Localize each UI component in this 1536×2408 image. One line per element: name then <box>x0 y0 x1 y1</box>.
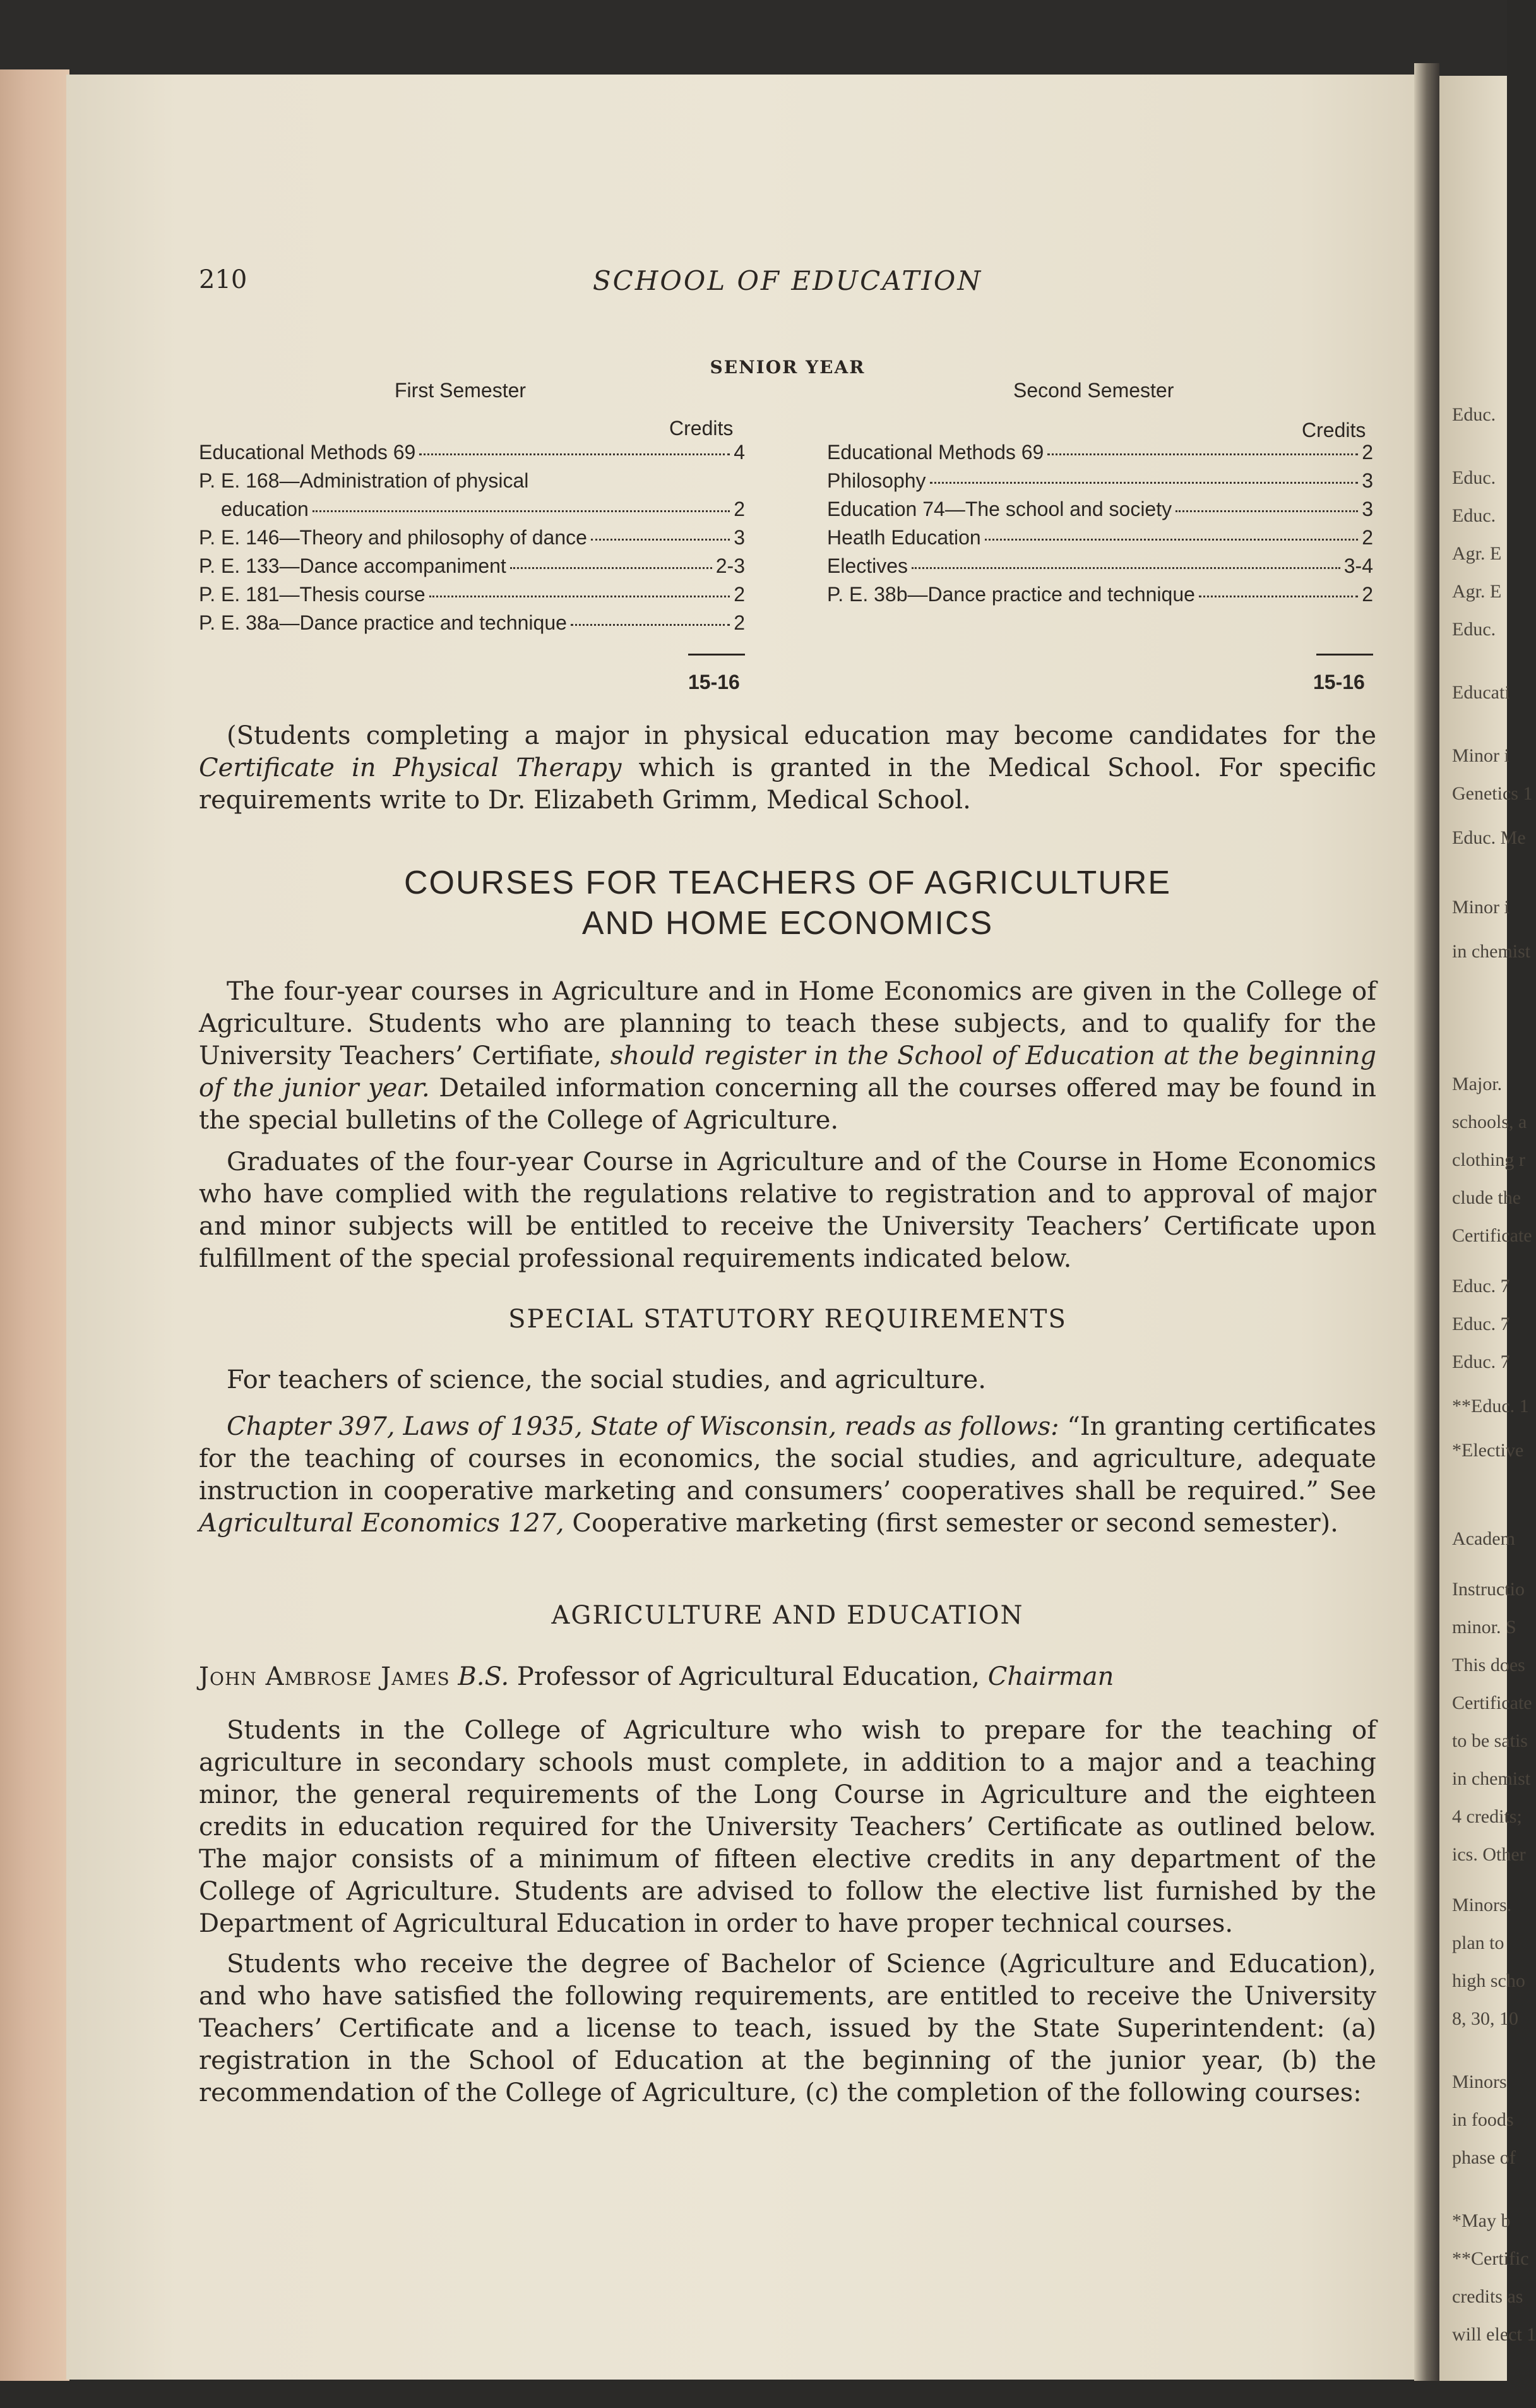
facing-page-fragment: Educ. 7 <box>1452 1351 1510 1372</box>
facing-page-fragment: Educ. <box>1452 619 1496 640</box>
paragraph: Graduates of the four-year Course in Agriculture and of the Course in Home Economics who have complied with the regulations relative to registration and to approval of major and minor subjects will be entitled to receive the University Teachers’ Certificate upon fulfillment of the special professional requirements indicated below. <box>199 1147 1376 1273</box>
facing-page-fragment: 8, 30, 10 <box>1452 2008 1518 2029</box>
facing-page-fragment: clothing r <box>1452 1149 1525 1170</box>
facing-page-fragment: **Educ. 1 <box>1452 1396 1529 1417</box>
faculty-listing: John Ambrose James B.S. Professor of Agricultural Education, Chairman <box>199 1662 1114 1691</box>
table-row: Education 74—The school and society 3 <box>827 498 1373 520</box>
facing-page-fragment: *May b <box>1452 2210 1511 2231</box>
table-row: education 2 <box>221 498 745 520</box>
section-title-agriculture-home-economics: COURSES FOR TEACHERS OF AGRICULTURE AND HOME ECONOMICS <box>403 865 1172 942</box>
page-gutter <box>1414 63 1439 2400</box>
facing-page-fragment: plan to <box>1452 1932 1504 1953</box>
facing-page-fragment: Educ. Me <box>1452 827 1526 848</box>
facing-page-edge <box>1439 76 1536 2381</box>
first-total-rule <box>688 654 745 656</box>
facing-page-fragment: Certificate <box>1452 1225 1532 1246</box>
paragraph: Chapter 397, Laws of 1935, State of Wisconsin, reads as follows: “In granting certificates for the teaching of courses in economics, the social studies, and agriculture, adequate instruction in cooperative marketing and consumers’ cooperatives shall be required.” See Agricultural Economics 127, Cooperative marketing (first semester or second semester). <box>199 1412 1376 1538</box>
first-semester-title: First Semester <box>395 379 527 402</box>
facing-page-fragment: Certificate <box>1452 1692 1532 1713</box>
facing-page-fragment: clude the <box>1452 1187 1521 1208</box>
senior-year-heading: SENIOR YEAR <box>710 357 866 378</box>
facing-page-fragment: Minor i <box>1452 897 1509 918</box>
book-spine-edge <box>0 69 69 2393</box>
facing-page-fragment: will elect 1 <box>1452 2324 1536 2345</box>
facing-page-fragment: Major. <box>1452 1074 1503 1094</box>
second-credits-header: Credits <box>1302 419 1366 441</box>
facing-page-fragment: Educ. <box>1452 467 1496 488</box>
facing-page-fragment: minor. S <box>1452 1617 1516 1638</box>
table-row: P. E. 38a—Dance practice and technique 2 <box>199 611 745 634</box>
facing-page-fragment: *Elective <box>1452 1440 1524 1461</box>
facing-page-fragment: Minors. <box>1452 1895 1512 1915</box>
facing-page-fragment: Agr. E <box>1452 581 1502 602</box>
page-number: 210 <box>199 265 247 294</box>
facing-page-fragment: Instructio <box>1452 1579 1525 1600</box>
paragraph: For teachers of science, the social studies, and agriculture. <box>227 1365 986 1394</box>
facing-page-fragment: credits as <box>1452 2286 1523 2307</box>
facing-page-fragment: This does <box>1452 1655 1525 1675</box>
second-semester-title: Second Semester <box>1013 379 1174 402</box>
facing-page-fragment: Minor i <box>1452 745 1509 766</box>
facing-page-fragment: high scho <box>1452 1970 1525 1991</box>
paragraph: The four-year courses in Agriculture and in Home Economics are given in the College of Agriculture. Students who are planning to teach these subjects, and to qualify for the University Teachers’ Certifiate, should register in the School of Education at the beginning of the junior year. Detailed information concerning all the courses offered may be found in the special bulletins of the College of Agriculture. <box>199 977 1376 1135</box>
running-header <box>199 265 1376 303</box>
table-row: P. E. 181—Thesis course 2 <box>199 583 745 606</box>
table-row: P. E. 168—Administration of physical <box>199 469 529 492</box>
facing-page-fragment: schools, a <box>1452 1111 1527 1132</box>
running-title: SCHOOL OF EDUCATION <box>592 265 983 296</box>
second-semester-total: 15-16 <box>1313 671 1365 693</box>
table-row: Philosophy 3 <box>827 469 1373 492</box>
facing-page-fragment: Educ. 7 <box>1452 1314 1510 1334</box>
section-title-statutory: SPECIAL STATUTORY REQUIREMENTS <box>508 1305 1067 1334</box>
first-semester-total: 15-16 <box>688 671 740 693</box>
facing-page-fragment: Minors <box>1452 2071 1507 2092</box>
facing-page-fragment: Agr. E <box>1452 543 1502 564</box>
scan-background-top <box>0 0 1507 76</box>
facing-page-fragment: Educ. <box>1452 505 1496 526</box>
table-row: P. E. 146—Theory and philosophy of dance 3 <box>199 526 745 549</box>
table-row: Heatlh Education 2 <box>827 526 1373 549</box>
facing-page-fragment: to be satis <box>1452 1730 1528 1751</box>
facing-page-fragment: Educ. <box>1452 404 1496 425</box>
facing-page-fragment: Genetics 1 <box>1452 783 1533 804</box>
facing-page-fragment: **Certific <box>1452 2248 1529 2269</box>
section-title-agriculture-education: AGRICULTURE AND EDUCATION <box>551 1601 1024 1630</box>
table-row: Educational Methods 69 4 <box>199 441 745 464</box>
facing-page-fragment: in chemist <box>1452 1768 1531 1789</box>
facing-page-fragment: ics. Other <box>1452 1844 1526 1865</box>
table-row: P. E. 38b—Dance practice and technique 2 <box>827 583 1373 606</box>
facing-page-fragment: in chemist <box>1452 941 1531 962</box>
facing-page-fragment: Academ <box>1452 1528 1515 1549</box>
paragraph: Students who receive the degree of Bachelor of Science (Agriculture and Education), and who have satisfied the following requirements, are entitled to receive the University Teachers’ Certificate and a license to teach, issued by the State Superintendent: (a) registration in the School of Education at the beginning of the junior year, (b) the recommendation of the College of Agriculture, (c) the completion of the following courses: <box>199 1950 1376 2107</box>
table-row: Electives 3-4 <box>827 554 1373 577</box>
facing-page-fragment: Educati <box>1452 682 1510 703</box>
physical-therapy-note: (Students completing a major in physical education may become candidates for the Certificate in Physical Therapy which is granted in the Medical School. For specific requirements write to Dr. Elizabeth Grimm, Medical School. <box>199 721 1376 815</box>
scan-background-bottom <box>0 2381 1507 2408</box>
table-row: P. E. 133—Dance accompaniment 2-3 <box>199 554 745 577</box>
second-total-rule <box>1316 654 1373 656</box>
facing-page-fragment: 4 credits; <box>1452 1806 1522 1827</box>
table-row: Educational Methods 69 2 <box>827 441 1373 464</box>
first-credits-header: Credits <box>669 417 734 440</box>
facing-page-fragment: in foods <box>1452 2109 1514 2130</box>
facing-page-fragment: phase of <box>1452 2147 1516 2168</box>
paragraph: Students in the College of Agriculture who wish to prepare for the teaching of agriculture in secondary schools must complete, in addition to a major and a teaching minor, the general requirements of the Long Course in Agriculture and the eighteen credits in education required for the University Teachers’ Certificate as outlined below. The major consists of a minimum of fifteen elective credits in any department of the College of Agriculture. Students are advised to follow the elective list furnished by the Department of Agricultural Education in order to have proper technical courses. <box>199 1716 1376 1938</box>
facing-page-fragment: Educ. 7 <box>1452 1276 1510 1297</box>
